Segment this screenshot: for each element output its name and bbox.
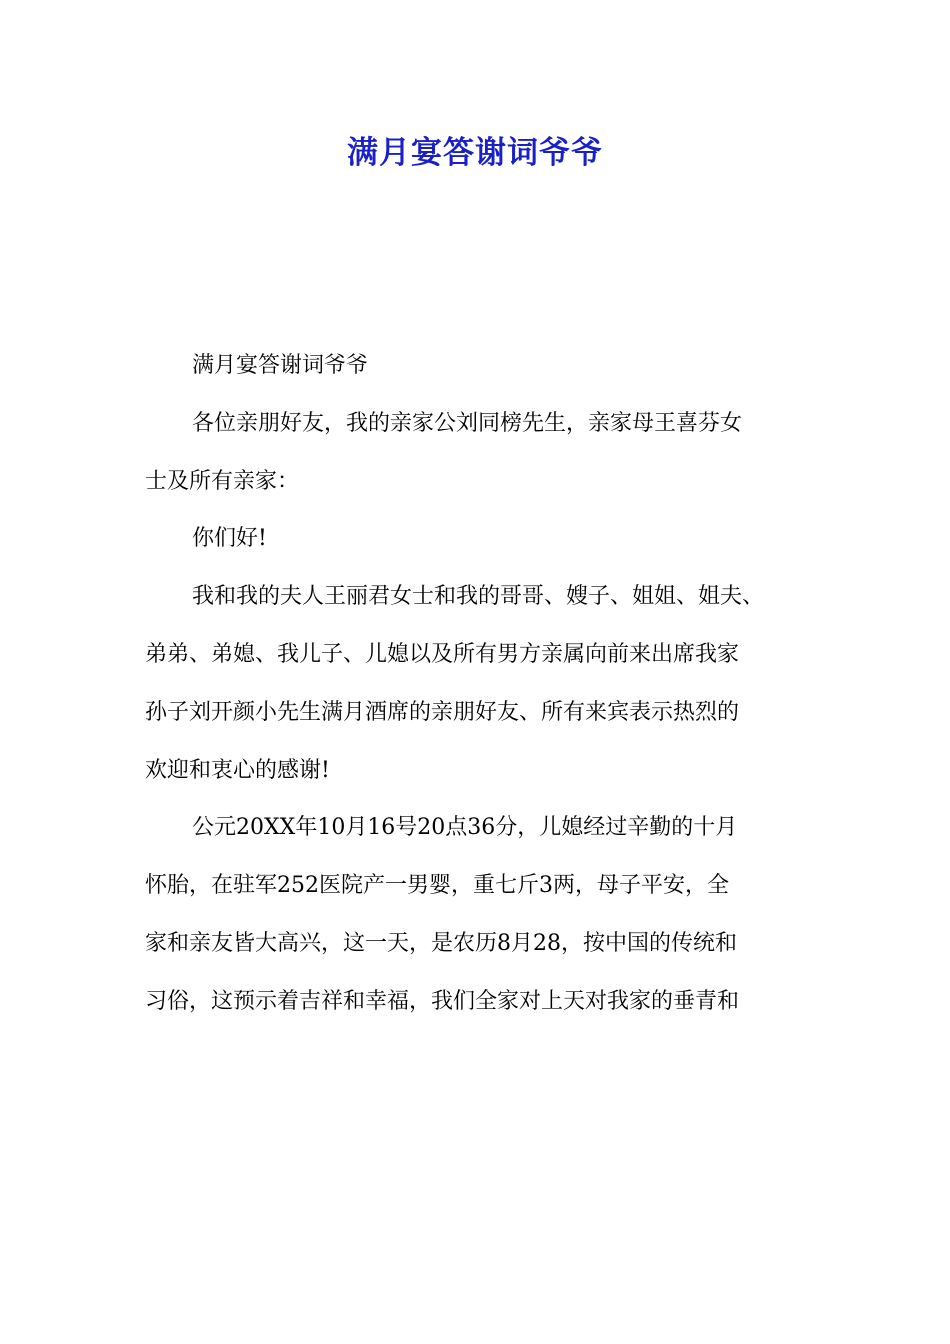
text-line: 怀胎，在驻军252医院产一男婴，重七斤3两，母子平安，全 <box>145 873 729 899</box>
paragraph-thanks <box>145 568 810 799</box>
document-body <box>145 337 810 1031</box>
document-title: 满月宴答谢词爷爷 <box>347 135 603 171</box>
text-line: 我和我的夫人王丽君女士和我的哥哥、嫂子、姐姐、姐夫、 <box>192 584 765 610</box>
text-line: 满月宴答谢词爷爷 <box>192 353 369 378</box>
text-line: 习俗，这预示着吉祥和幸福，我们全家对上天对我家的垂青和 <box>145 988 740 1014</box>
text-line: 弟弟、弟媳、我儿子、儿媳以及所有男方亲属向前来出席我家 <box>145 641 740 667</box>
text-line: 公元20XX年10月16号20点36分，儿媳经过辛勤的十月 <box>192 815 738 841</box>
text-line: 士及所有亲家： <box>145 468 300 494</box>
paragraph-greeting <box>145 510 810 568</box>
paragraph-heading <box>145 337 810 395</box>
paragraph-birth-announcement <box>145 799 810 1030</box>
text-line: 你们好! <box>192 526 267 552</box>
text-line: 欢迎和衷心的感谢! <box>145 757 330 783</box>
text-line: 孙子刘开颜小先生满月酒席的亲朋好友、所有来宾表示热烈的 <box>145 699 740 725</box>
text-line: 各位亲朋好友，我的亲家公刘同榜先生，亲家母王喜芬女 <box>192 410 743 436</box>
text-line: 家和亲友皆大高兴，这一天，是农历8月28，按中国的传统和 <box>145 930 737 956</box>
paragraph-salutation <box>145 395 810 511</box>
